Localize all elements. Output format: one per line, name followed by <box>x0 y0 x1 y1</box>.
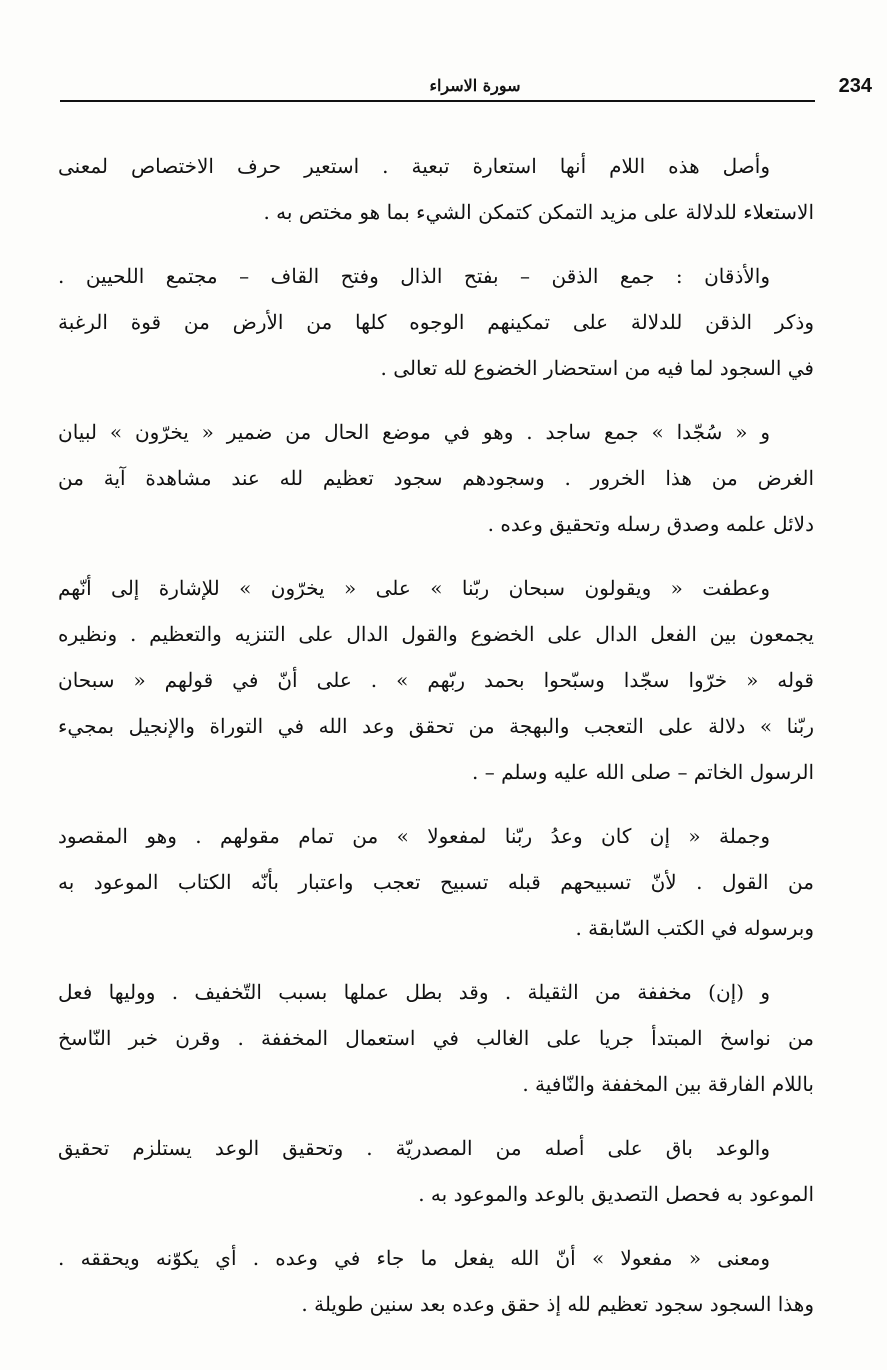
paragraph <box>58 565 814 795</box>
text-line: في السجود لما فيه من استحضار الخضوع لله تعالى . <box>380 356 814 380</box>
body-text <box>58 143 814 1345</box>
paragraph <box>58 1235 814 1327</box>
page-number: 234 <box>838 75 872 97</box>
text-line: وجملة « إن كان وعدُ ربّنا لمفعولا » من تمام مقولهم . وهو المقصود <box>58 824 770 848</box>
page-header <box>60 72 872 100</box>
header-rule <box>60 100 815 102</box>
surah-title: سورة الاسراء <box>429 76 521 95</box>
text-line: وعطفت « ويقولون سبحان ربّنا » على « يخرّون » للإشارة إلى أنّهم <box>58 576 770 600</box>
text-line: وأصل هذه اللام أنها استعارة تبعية . استعير حرف الاختصاص لمعنى <box>58 154 770 178</box>
paragraph <box>58 253 814 391</box>
paragraph <box>58 143 814 235</box>
text-line: وذكر الذقن للدلالة على تمكينهم الوجوه كلها من الأرض من قوة الرغبة <box>58 310 814 334</box>
text-line: الغرض من هذا الخرور . وسجودهم سجود تعظيم لله عند مشاهدة آية من <box>58 466 814 490</box>
text-line: الموعود به فحصل التصديق بالوعد والموعود به . <box>418 1182 814 1206</box>
text-line: والوعد باق على أصله من المصدريّة . وتحقيق الوعد يستلزم تحقيق <box>58 1136 770 1160</box>
text-line: و « سُجّدا » جمع ساجد . وهو في موضع الحال من ضمير « يخرّون » لبيان <box>58 420 770 444</box>
paragraph <box>58 1125 814 1217</box>
text-line: قوله « خرّوا سجّدا وسبّحوا بحمد ربّهم » . على أنّ في قولهم « سبحان <box>58 668 814 692</box>
text-line: الاستعلاء للدلالة على مزيد التمكن كتمكن الشيء بما هو مختص به . <box>263 200 814 224</box>
paragraph <box>58 409 814 547</box>
paragraph <box>58 969 814 1107</box>
text-line: دلائل علمه وصدق رسله وتحقيق وعده . <box>487 512 814 536</box>
text-line: باللام الفارقة بين المخففة والنّافية . <box>522 1072 814 1096</box>
text-line: من القول . لأنّ تسبيحهم قبله تسبيح تعجب واعتبار بأنّه الكتاب الموعود به <box>58 870 814 894</box>
text-line: وهذا السجود سجود تعظيم لله إذ حقق وعده بعد سنين طويلة . <box>301 1292 814 1316</box>
paragraph <box>58 813 814 951</box>
text-line: من نواسخ المبتدأ جريا على الغالب في استعمال المخففة . وقرن خبر النّاسخ <box>58 1026 814 1050</box>
text-line: ربّنا » دلالة على التعجب والبهجة من تحقق وعد الله في التوراة والإنجيل بمجيء <box>58 714 815 738</box>
text-line: ومعنى « مفعولا » أنّ الله يفعل ما جاء في وعده . أي يكوّنه ويحققه . <box>58 1246 770 1270</box>
text-line: الرسول الخاتم – صلى الله عليه وسلم – . <box>472 760 814 784</box>
text-line: وبرسوله في الكتب السّابقة . <box>575 916 814 940</box>
text-line: و (إن) مخففة من الثقيلة . وقد بطل عملها بسبب التّخفيف . ووليها فعل <box>58 980 770 1004</box>
text-line: والأذقان : جمع الذقن – بفتح الذال وفتح القاف – مجتمع اللحيين . <box>58 264 770 288</box>
text-line: يجمعون بين الفعل الدال على الخضوع والقول الدال على التنزيه والتعظيم . ونظيره <box>58 622 814 646</box>
